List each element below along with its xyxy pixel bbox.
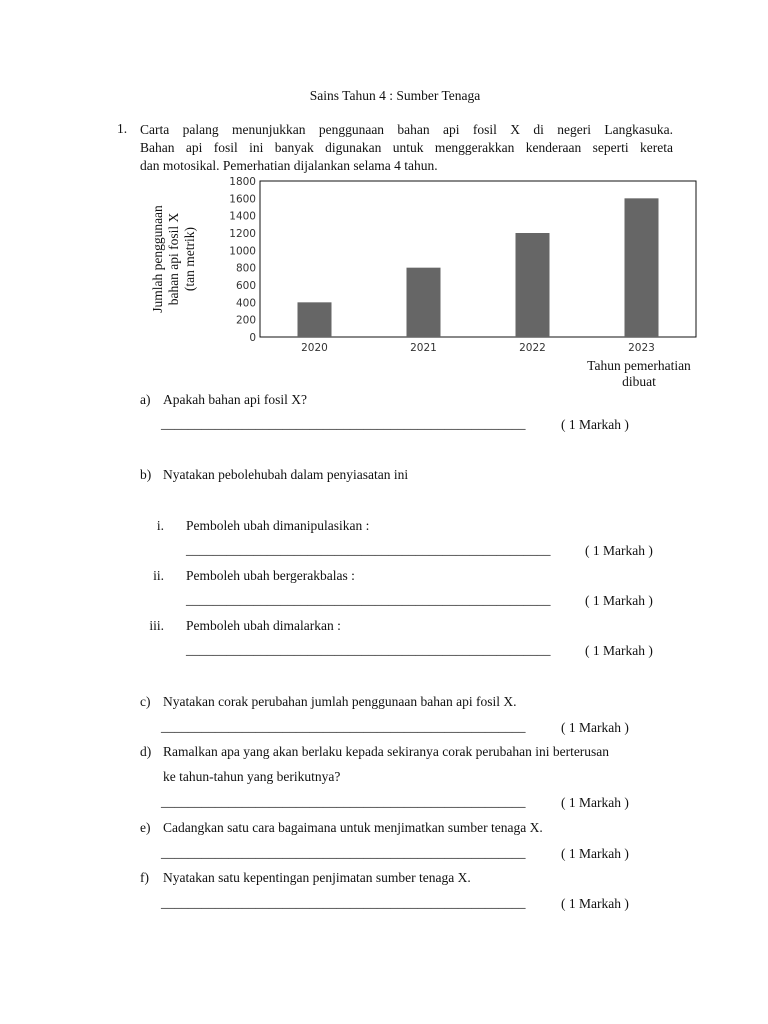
y-tick-label: 1000 [229, 245, 256, 258]
part-b-letter: b) [140, 467, 152, 482]
part-b-ii-marks: ( 1 Markah ) [585, 593, 653, 608]
part-a-question: Apakah bahan api fosil X? [163, 392, 307, 407]
part-c-marks: ( 1 Markah ) [561, 720, 629, 735]
x-tick-label: 2020 [301, 342, 328, 354]
bar-chart [140, 170, 710, 392]
bar [625, 198, 659, 337]
y-axis-label: (tan metrik) [182, 226, 197, 292]
part-b-i-answer-line[interactable]: ______________________________________________________ [186, 542, 551, 557]
y-tick-label: 800 [235, 262, 256, 275]
part-d-marks: ( 1 Markah ) [561, 795, 629, 810]
question-number: 1. [117, 121, 128, 136]
part-e-answer-line[interactable]: ______________________________________________________ [161, 845, 526, 860]
x-tick-label: 2022 [519, 342, 546, 354]
part-a-letter: a) [140, 392, 151, 407]
part-f-question: Nyatakan satu kepentingan penjimatan sumber tenaga X. [163, 870, 471, 885]
part-f-letter: f) [140, 870, 149, 885]
x-axis-label: Tahun pemerhatian [587, 358, 691, 373]
y-tick-label: 400 [235, 297, 256, 310]
part-d-letter: d) [140, 744, 152, 759]
intro-line-3: dan motosikal. Pemerhatian dijalankan selama 4 tahun. [140, 158, 438, 173]
part-b-i-numeral: i. [156, 518, 164, 533]
worksheet-title: Sains Tahun 4 : Sumber Tenaga [309, 88, 481, 103]
part-b-ii-question: Pemboleh ubah bergerakbalas : [186, 568, 355, 583]
question-intro [140, 121, 673, 175]
part-e-letter: e) [140, 820, 151, 835]
y-tick-label: 1800 [229, 176, 256, 188]
part-e-marks: ( 1 Markah ) [561, 846, 629, 861]
part-f-marks: ( 1 Markah ) [561, 896, 629, 911]
part-c-letter: c) [140, 694, 151, 709]
y-tick-label: 0 [249, 332, 256, 344]
part-b-i-question: Pemboleh ubah dimanipulasikan : [186, 518, 370, 533]
part-b-iii-question: Pemboleh ubah dimalarkan : [186, 618, 341, 633]
y-tick-label: 1600 [229, 193, 256, 206]
bar [516, 233, 550, 337]
part-a-marks: ( 1 Markah ) [561, 417, 629, 432]
y-tick-label: 200 [235, 314, 256, 327]
y-tick-label: 1400 [229, 210, 256, 223]
part-b-iii-numeral: iii. [149, 618, 164, 633]
x-tick-label: 2021 [410, 342, 437, 354]
part-f-answer-line[interactable]: ______________________________________________________ [161, 895, 526, 910]
part-b-iii-answer-line[interactable]: ______________________________________________________ [186, 642, 551, 657]
x-tick-label: 2023 [628, 342, 655, 354]
intro-line-2: Bahan api fosil ini banyak digunakan untuk menggerakkan kenderaan seperti kereta [140, 140, 673, 155]
part-a-answer-line[interactable]: ______________________________________________________ [161, 416, 526, 431]
part-b-ii-numeral: ii. [153, 568, 164, 583]
part-c-question: Nyatakan corak perubahan jumlah penggunaan bahan api fosil X. [163, 694, 517, 709]
part-b-question: Nyatakan pebolehubah dalam penyiasatan ini [163, 467, 409, 482]
bar [407, 268, 441, 337]
part-e-question: Cadangkan satu cara bagaimana untuk menjimatkan sumber tenaga X. [163, 820, 543, 835]
part-d-question-line-1: Ramalkan apa yang akan berlaku kepada sekiranya corak perubahan ini berterusan [163, 744, 610, 759]
bar [298, 302, 332, 337]
part-b-ii-answer-line[interactable]: ______________________________________________________ [186, 592, 551, 607]
x-axis-label: dibuat [622, 374, 656, 389]
y-tick-label: 600 [235, 280, 256, 292]
part-d-question-line-2: ke tahun-tahun yang berikutnya? [163, 769, 341, 784]
part-b-iii-marks: ( 1 Markah ) [585, 643, 653, 658]
part-d-answer-line[interactable]: ______________________________________________________ [161, 794, 526, 809]
y-tick-label: 1200 [229, 228, 256, 240]
y-axis-label: bahan api fosil X [166, 212, 181, 306]
part-c-answer-line[interactable]: ______________________________________________________ [161, 719, 526, 734]
part-b-i-marks: ( 1 Markah ) [585, 543, 653, 558]
intro-line-1: Carta palang menunjukkan penggunaan bahan api fosil X di negeri Langkasuka. [140, 122, 673, 137]
y-axis-label: Jumlah penggunaan [150, 205, 165, 313]
